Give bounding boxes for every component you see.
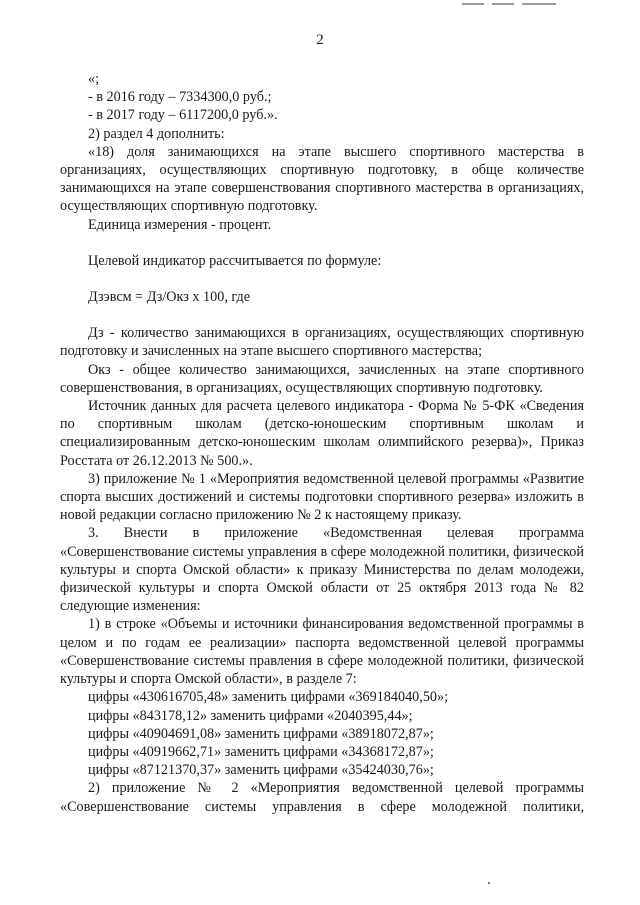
paragraph: 3) приложение № 1 «Мероприятия ведомственной целевой программы «Развитие спорта высших достижений и системы подготовки спортивного резерва» изложить в новой редакции согласно приложению № 2 к настоящему приказу. [60, 470, 584, 524]
formula: Дзэвсм = Дз/Окз х 100, где [88, 289, 251, 306]
scan-mark [462, 3, 484, 5]
paragraph: «; [88, 71, 100, 87]
list-item: цифры «843178,12» заменить цифрами «2040395,44»; [88, 707, 413, 724]
paragraph: 3. Внести в приложение «Ведомственная целевая программа «Совершенствование системы управления в сфере молодежной политики, физической культуры и спорта Омской области» к приказу Министерства по делам молодежи, физической культуры и спорта Омской области от 25 октября 2013 года № 82 следующие изменения: [60, 525, 584, 615]
paragraph: - в 2016 году – 7334300,0 руб.; [88, 89, 272, 106]
scan-mark [492, 3, 514, 5]
paragraph: 2) раздел 4 дополнить: [88, 125, 225, 142]
scan-speck [488, 882, 490, 884]
paragraph: 1) в строке «Объемы и источники финансирования ведомственной программы в целом и по годам ее реализации» паспорта ведомственной целевой программы «Совершенствование системы правления в сфере молодежной политики, физической культуры и спорта Омской области», в разделе 7: [60, 616, 584, 688]
list-item: цифры «40904691,08» заменить цифрами «38918072,87»; [88, 725, 434, 742]
paragraph: - в 2017 году – 6117200,0 руб.». [88, 107, 278, 124]
list-item: цифры «430616705,48» заменить цифрами «369184040,50»; [88, 689, 449, 706]
paragraph: Окз - общее количество занимающихся, зачисленных на этапе спортивного совершенствования, в организациях, осуществляющих спортивную подготовку. [60, 361, 584, 396]
document-body [60, 70, 584, 816]
paragraph: Источник данных для расчета целевого индикатора - Форма № 5-ФК «Сведения по спортивным школам (детско-юношеским спортивным школам и специализированным детско-юношеским школам олимпийского резерва)», Приказ Росстата от 26.12.2013 № 500.». [60, 398, 584, 469]
paragraph: «18) доля занимающихся на этапе высшего спортивного мастерства в организациях, осуществляющих спортивную подготовку, в обще количестве занимающихся на этапе совершенствования спортивного мастерства в организациях, осуществляющих спортивную подготовку. [60, 143, 584, 215]
list-item: цифры «40919662,71» заменить цифрами «34368172,87»; [88, 743, 434, 760]
page-number: 2 [316, 32, 324, 48]
paragraph: Целевой индикатор рассчитывается по формуле: [88, 252, 382, 269]
paragraph: Дз - количество занимающихся в организациях, осуществляющих спортивную подготовку и зачисленных на этапе высшего спортивного мастерства; [60, 325, 584, 360]
paragraph: Единица измерения - процент. [88, 216, 272, 233]
scan-mark [522, 3, 556, 5]
list-item: цифры «87121370,37» заменить цифрами «35424030,76»; [88, 762, 434, 779]
paragraph: 2) приложение № 2 «Мероприятия ведомственной целевой программы «Совершенствование системы управления в сфере молодежной политики, [60, 780, 584, 815]
